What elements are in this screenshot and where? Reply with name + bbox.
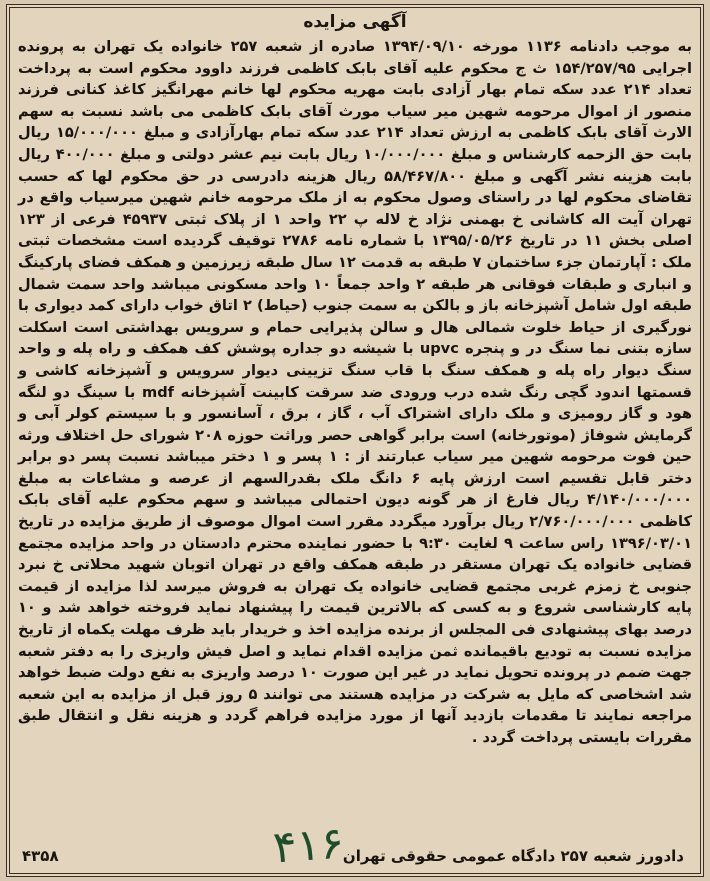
notice-page <box>6 4 704 877</box>
notice-body <box>18 36 692 749</box>
notice-body-text: به موجب دادنامه ۱۱۳۶ مورخه ۱۳۹۴/۰۹/۱۰ صادره از شعبه ۲۵۷ خانواده یک تهران به پرونده اجرایی ۱۵۴/۲۵۷/۹۵ ث ج محکوم علیه آقای بابک کاظمی فرزند داوود محکوم است به پرداخت تعداد ۲۱۴ عدد سکه تمام بهار آزادی بابت مهریه محکوم لها خانم مهرانگیز کاغذ کنانی فرزند منصور از اموال مرحومه شهین میر سیاب مورث آقای بابک کاظمی می باشد نسبت به سهم الارث آقای بابک کاظمی به ارزش تعداد ۲۱۴ عدد سکه تمام بهارآزادی و مبلغ ۱۵/۰۰۰/۰۰۰ ریال بابت حق الزحمه کارشناس و مبلغ ۱۰/۰۰۰/۰۰۰ ریال بابت نیم عشر دولتی و مبلغ ۴۰۰/۰۰۰ ریال بابت هزینه نشر آگهی و مبلغ ۵۸/۴۶۷/۸۰۰ ریال هزینه دادرسی در حق محکوم لها که حسب تقاضای محکوم لها در راستای وصول محکوم به از ملک مرحومه خانم شهین میرسیاب واقع در تهران آیت اله کاشانی خ بهمنی نژاد خ لاله پ ۲۲ واحد ۱ از پلاک ثبتی ۴۵۹۳۷ فرعی از ۱۲۳ اصلی بخش ۱۱ در تاریخ ۱۳۹۵/۰۵/۲۶ با شماره نامه ۲۷۸۶ توقیف گردیده است مشخصات ثبتی ملک : آپارتمان جزء ساختمان ۷ طبقه به قدمت ۱۲ سال طبقه زیرزمین و همکف فضای پارکینگ و انباری و طبقات فوقانی هر طبقه ۲ واحد جمعاً ۱۰ واحد مسکونی میباشد واحد سمت شمال طبقه اول شامل آشپزخانه باز و بالکن به سمت جنوب (حیاط) ۲ اتاق خواب دارای کمد دیواری با نورگیری از حیاط خلوت شمالی هال و سالن پذیرایی حمام و سرویس بهداشتی است اسکلت سازه بتنی نما سنگ در و پنجره upvc با شیشه دو جداره پوشش کف همکف و راه پله و واحد سنگ دیوار راه پله و همکف سنگ با قاب سنگ تزیینی دیوار سرویس و آشپزخانه کاشی و قسمتها اندود گچی رنگ شده درب ورودی ضد سرقت کابینت آشپزخانه mdf با سینگ دو لنگه هود و گاز رومیزی و ملک دارای اشتراک آب ، گاز ، برق ، آسانسور و با سیستم کولر آبی و گرمایش شوفاژ (موتورخانه) است برابر گواهی حصر وراثت حوزه ۲۰۸ شورای حل اختلاف ورثه حین فوت مرحومه شهین میر سیاب عبارتند از : ۱ پسر و ۱ دختر میباشد نسبت پسر دو برابر دختر قابل تقسیم است ارزش پایه ۶ دانگ ملک بقدرالسهم از عرصه و مشاعات به مبلغ ۴/۱۴۰/۰۰۰/۰۰۰ ریال فارغ از هر گونه دیون احتمالی میباشد و سهم محکوم علیه آقای بابک کاظمی ۲/۷۶۰/۰۰۰/۰۰۰ ریال برآورد میگردد مقرر است اموال موصوف از طریق مزایده در تاریخ ۱۳۹۶/۰۳/۰۱ راس ساعت ۹ لغایت ۹:۳۰ با حضور نماینده محترم دادستان در واحد مزایده مجتمع قضایی خانواده یک تهران مستقر در طبقه همکف واقع در تهران اتوبان شهید محلاتی خ نبرد جنوبی خ زمزم غربی مجتمع قضایی خانواده یک تهران به فروش میرسد لذا مزایده از قیمت پایه کارشناسی شروع و به کسی که بالاترین قیمت را پیشنهاد نماید فروخته خواهد شد و ۱۰ درصد بهای پیشنهادی فی المجلس از برنده مزایده اخذ و خریدار باید ظرف مهلت یکماه از تاریخ مزایده نسبت به تودیع باقیمانده ثمن مزایده اقدام نماید و اصل فیش واریزی را به دفتر شعبه جهت ضمم در پرونده تحویل نماید در غیر این صورت ۱۰ درصد واریزی به نفع دولت ضبط خواهد شد اشخاصی که مایل به شرکت در مزایده هستند می توانند ۵ روز قبل از مزایده به این شعبه مراجعه نمایند تا مقدمات بازدید آنها از مورد مزایده فراهم گردد و هزینه نقل و انتقال طبق مقررات بایستی پرداخت گردد . <box>18 38 693 746</box>
handwritten-number: ۴۱۶ <box>271 817 346 874</box>
ad-number: ۴۳۵۸ <box>22 847 59 865</box>
notice-footer <box>18 817 692 874</box>
notice-title: آگهی مزایده <box>303 12 407 32</box>
signature-line: دادورز شعبه ۲۵۷ دادگاه عمومی حقوقی تهران <box>342 847 684 865</box>
